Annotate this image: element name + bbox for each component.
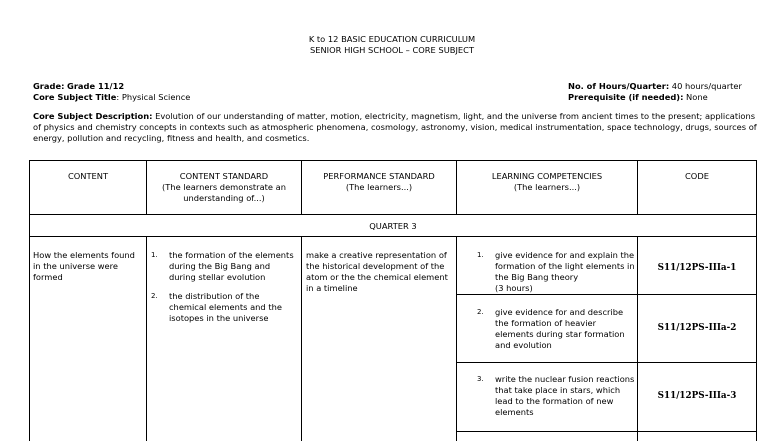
list-text: the distribution of the chemical elements and the isotopes in the universe — [169, 291, 282, 323]
grade-label: Grade: — [33, 81, 65, 91]
hours-value: 40 hours/quarter — [671, 81, 742, 91]
list-text: the formation of the elements during the Big Bang and during stellar evolution — [169, 250, 294, 282]
col-divider — [637, 160, 638, 214]
list-text: write the nuclear fusion reactions that take place in stars, which lead to the formation of new elements — [495, 374, 635, 417]
competency-code: S11/12PS-IIIa-1 — [657, 263, 737, 273]
header-performance-sub: (The learners...) — [345, 182, 413, 192]
hours-line — [568, 81, 742, 92]
quarter-bottom-border — [29, 236, 757, 237]
header-content-standard-sub: (The learners demonstrate an understanding of...) — [162, 182, 286, 203]
list-item — [477, 307, 635, 351]
grade-value: Grade 11/12 — [67, 81, 125, 91]
header-learning-competencies — [457, 171, 637, 193]
header-content-standard — [152, 171, 296, 204]
header-competencies-sub: (The learners...) — [513, 182, 581, 192]
col-divider — [301, 236, 302, 441]
list-item — [477, 250, 635, 294]
list-number: 1. — [151, 251, 158, 259]
title-value: : Physical Science — [116, 92, 191, 102]
list-item — [151, 250, 299, 283]
title-label: Core Subject Title — [33, 92, 117, 102]
list-number: 2. — [477, 308, 484, 316]
list-number: 3. — [477, 375, 484, 383]
col-divider — [456, 236, 457, 441]
competency-code: S11/12PS-IIIa-3 — [657, 391, 737, 401]
header-competencies-title: LEARNING COMPETENCIES — [491, 171, 603, 181]
hours-label: No. of Hours/Quarter: — [568, 81, 670, 91]
competency-code: S11/12PS-IIIa-2 — [657, 323, 737, 333]
row1-bottom-border — [456, 294, 757, 295]
grade-line — [33, 81, 124, 92]
header-code: CODE — [685, 171, 709, 181]
competency-item — [477, 307, 635, 351]
row3-bottom-border — [456, 431, 757, 432]
header-content: CONTENT — [67, 171, 109, 181]
content-cell: How the elements found in the universe were formed — [33, 250, 135, 282]
hours-note: (3 hours) — [495, 283, 533, 293]
list-text: give evidence for and describe the formation of heavier elements during star formation and evolution — [495, 307, 625, 350]
description-label: Core Subject Description: — [33, 111, 153, 121]
col-divider — [146, 236, 147, 441]
row2-bottom-border — [456, 362, 757, 363]
list-item — [477, 374, 635, 418]
performance-cell: make a creative representation of the historical development of the atom or the the chemical element in a timeline — [306, 250, 448, 293]
list-text: give evidence for and explain the formation of the light elements in the Big Bang theory — [495, 250, 635, 282]
prereq-label: Prerequisite (if needed): — [568, 92, 684, 102]
list-number: 2. — [151, 292, 158, 300]
header-content-standard-title: CONTENT STANDARD — [179, 171, 269, 181]
competency-item — [477, 374, 635, 418]
competency-item — [477, 250, 635, 294]
quarter-label: QUARTER 3 — [369, 221, 417, 231]
col-divider — [146, 160, 147, 214]
header-bottom-border — [29, 214, 757, 215]
description-text: Evolution of our understanding of matter, motion, electricity, magnetism, light, and the universe from ancient times to the present; applications of physics and chemistry concepts in contexts such as atmospheric phenomena, cosmology, astronomy, vision, medical instrumentation, space technology, drugs, sources of energy, pollution and recycling, fitness and health, and cosmetics. — [33, 111, 757, 143]
table-left-border — [29, 160, 30, 441]
prereq-line — [568, 92, 708, 103]
prereq-value: None — [686, 92, 708, 102]
doc-subtitle: SENIOR HIGH SCHOOL – CORE SUBJECT — [309, 45, 475, 55]
list-number: 1. — [477, 251, 484, 259]
header-performance-title: PERFORMANCE STANDARD — [323, 171, 435, 181]
subject-description — [33, 111, 758, 144]
content-standards-list — [151, 250, 299, 332]
table-top-border — [29, 160, 757, 161]
list-item — [151, 291, 299, 324]
doc-title: K to 12 BASIC EDUCATION CURRICULUM — [308, 34, 476, 44]
header-performance-standard — [302, 171, 456, 193]
title-line — [33, 92, 190, 103]
